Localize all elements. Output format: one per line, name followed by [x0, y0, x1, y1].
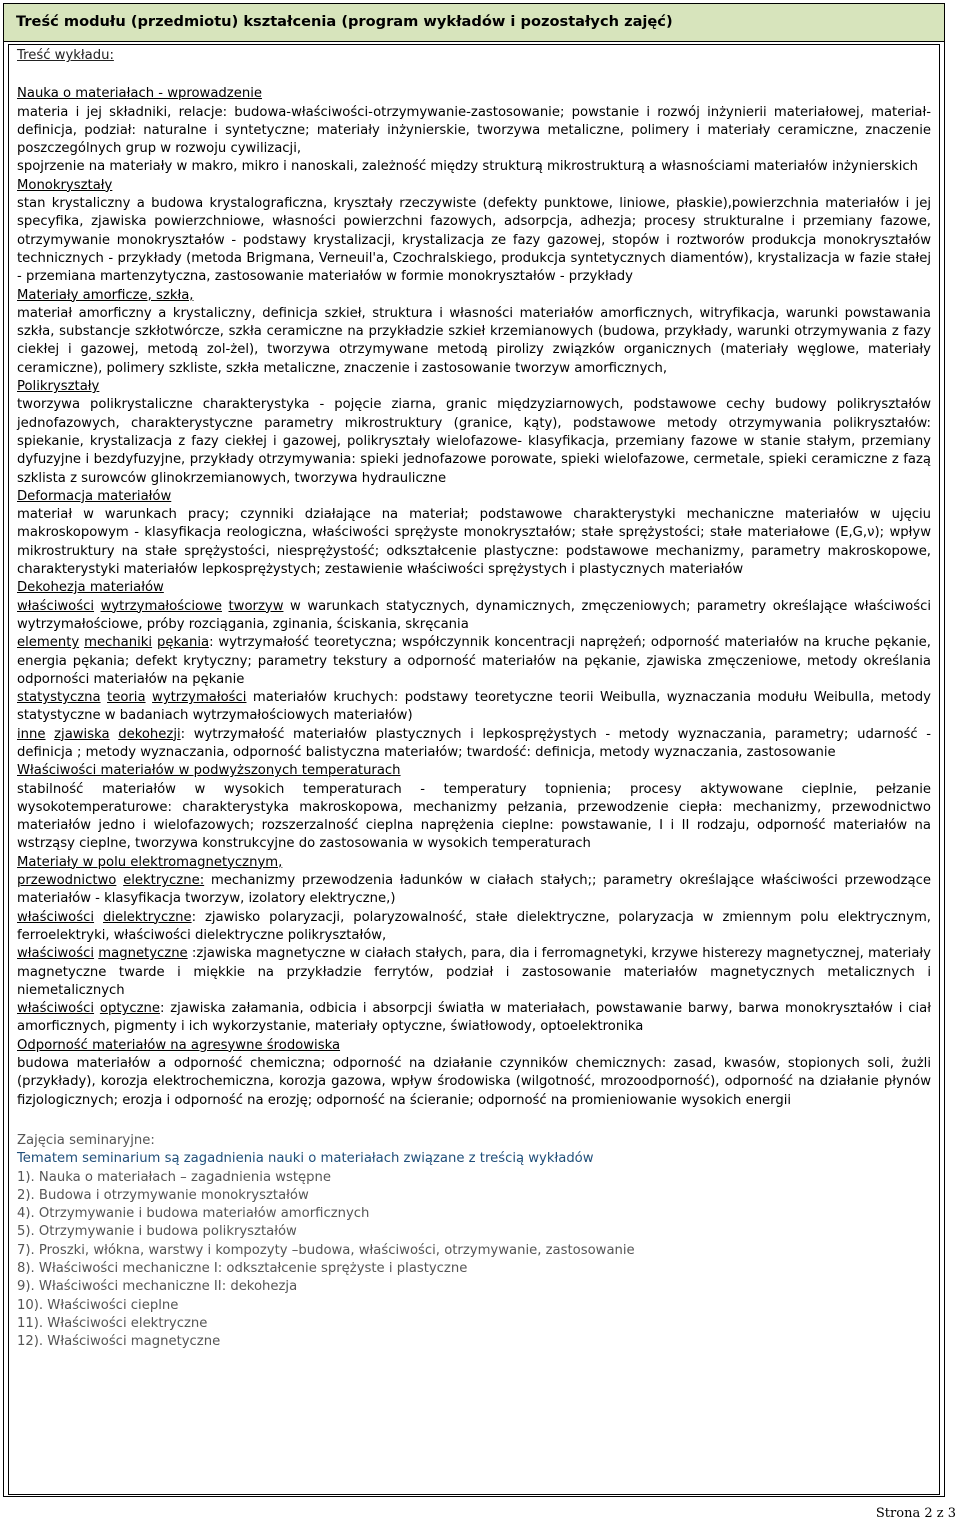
- page-number: Strona 2 z 3: [875, 1506, 956, 1521]
- text: : wytrzymałość materiałów plastycznych i lepkosprężystych - metody wyznaczania, parametry; udarność - definicja ; metody wyznaczania, odporność balistyczna materiałów; twardość: definicja, metody wyznaczania, zastosowanie: [17, 726, 931, 760]
- module-content-table: [3, 3, 945, 1497]
- section-text: [17, 598, 931, 635]
- list-item: 2). Budowa i otrzymywanie monokryształów: [17, 1187, 309, 1203]
- lecture-label: Treść wykładu:: [17, 48, 114, 63]
- text: : zjawiska załamania, odbicia i absorpcji światła w materiałach, powstawanie barwy, barwa monokryształów i ciał amorficznych, pigmenty i ich wykorzystanie, materiały optyczne, światłowody, optoelektronika: [17, 1001, 931, 1035]
- list-item: 8). Właściwości mechaniczne I: odkształcenie sprężyste i plastyczne: [17, 1261, 468, 1276]
- term: teoria: [107, 690, 146, 706]
- section-text: [17, 726, 931, 763]
- section-title: Dekohezja materiałów: [17, 580, 164, 596]
- section-text: budowa materiałów a odporność chemiczna; odporność na działanie czynników chemicznych: zasad, kwasów, stopionych soli, żużli (przykłady), korozja elektrochemiczna, korozja gazowa, wpływ środowiska (wilgotność, mrozoodporność), odporność na działanie płynów fizjologicznych; erozja i odporność na erozję; odporność na ścieranie; odporność na promieniowanie wysokich energii: [17, 1056, 931, 1108]
- section-text: [17, 634, 931, 689]
- term: wytrzymałościowe: [100, 598, 222, 614]
- section-text: materiał amorficzny a krystaliczny, definicja szkieł, struktura i własności materiałów amorficznych, witryfikacja, warunki powstawania szkła, substancje szkłotwórcze, szkła ceramiczne na przykładzie szkieł krzemianowych (budowa, przykłady, warunki otrzymywania z fazy ciekłej i gazowej, metodą zol-żel), tworzywa otrzymywane metodą pirolizy związków organicznych (materiały węglowe, materiały ceramiczne), polimery szkliste, szkła metaliczne, znaczenie i zastosowanie tworzyw amorficznych,: [17, 305, 931, 376]
- seminar-list: [17, 1169, 931, 1352]
- term: optyczne: [99, 1001, 160, 1017]
- term: pękania: [156, 635, 210, 651]
- section-title: Deformacja materiałów: [17, 488, 172, 504]
- list-item: 7). Proszki, włókna, warstwy i kompozyty –budowa, właściwości, otrzymywanie, zastosowanie: [17, 1242, 635, 1258]
- list-item: 12). Właściwości magnetyczne: [17, 1334, 221, 1350]
- section-text: [17, 945, 931, 1000]
- list-item: 4). Otrzymywanie i budowa materiałów amorficznych: [17, 1206, 370, 1222]
- section-text: stan krystaliczny a budowa krystalograficzna, kryształy rzeczywiste (defekty punktowe, liniowe, płaskie),powierzchnia materiałów i jej specyfika, zjawiska powierzchniowe, własności powierzchni fazowych, adsorpcja, adhezja; procesy strukturalne i przemiany fazowe, otrzymywanie monokryształów - podstawy krystalizacji, krystalizacja ze fazy gazowej, stopów i roztworów produkcja monokryształów technicznych - przykłady (metoda Brigmana, Verneuil'a, Czochralskiego, produkcja syntetycznych diamentów), krystalizacja w fazie stałej - przemiana martenzytyczna, zastosowanie materiałów w formie monokryształów - przykłady: [17, 196, 931, 285]
- text: : zjawisko polaryzacji, polaryzowalność, stałe dielektryczne, polaryzacja w zmiennym polu elektrycznym, ferroelektryki, właściwości dielektryczne polikryształów,: [17, 909, 931, 943]
- section-text: tworzywa polikrystaliczne charakterystyka - pojęcie ziarna, granic międzyziarnowych, podstawowe cechy budowy polikryształów jednofazowych, charakterystyczne parametry mikrostruktury (granice, kąty), podstawowe metody otrzymywania polikryształów: spiekanie, krystalizacja z fazy ciekłej i gazowej, polikryształy wielofazowe- klasyfikacja, przemiany fazowe w stanie stałym, przemiany dyfuzyjne i bezdyfuzyjne, przykłady otrzymywania: spieki jednofazowe porowate, spieki wielofazowe, cermetale, spieki ceramiczne z fazą szklista z surowców glinokrzemianowych, tworzywa hydrauliczne: [17, 397, 931, 486]
- section-text: materiał w warunkach pracy; czynniki działające na materiał; podstawowe charakterystyki mechaniczne materiałów w ujęciu makroskopowym - klasyfikacja reologiczna, właściwości sprężyste monokryształów; stałe sprężystości; stałe materiałowe (E,G,ν); wpływ mikrostruktury na stałe sprężystości, niesprężystość; odkształcenie plastyczne: podstawowe mechanizmy, parametry makroskopowe, charakterystyki materiałów lepkosprężystych; zestawienie właściwości sprężystych i plastycznych materiałów: [17, 507, 931, 578]
- text: :zjawiska magnetyczne w ciałach stałych, para, dia i ferromagnetyki, krzywe histerezy magnetycznej, materiały magnetyczne twarde i miękkie na przykładzie ferrytów, podział i zastosowanie materiałów magnetycznych metalicznych i niemetalicznych: [17, 946, 931, 998]
- section-title: Polikryształy: [17, 379, 100, 395]
- term: właściwości: [17, 1001, 95, 1017]
- term: elektryczne:: [123, 873, 205, 889]
- term: dekohezji: [118, 726, 181, 742]
- term: magnetyczne: [98, 946, 188, 962]
- term: statystyczna: [17, 690, 101, 706]
- list-item: 9). Właściwości mechaniczne II: dekohezja: [17, 1279, 298, 1295]
- term: inne: [17, 726, 46, 742]
- term: właściwości: [17, 598, 95, 614]
- section-title: Materiały amorficze, szkła,: [17, 287, 194, 303]
- section-text: stabilność materiałów w wysokich temperaturach - temperatury topnienia; procesy aktywowane cieplnie, pełzanie wysokotemperaturowe: charakterystyka makroskopowa, mechanizmy pełzania, przewodzenie ciepła: mechanizmy, przewodnictwo materiałów jedno i wielofazowych; rozszerzalność cieplna naprężenia cieplne: powstawanie, I i II rodzaju, odporność materiałów na wstrząsy cieplne, tworzywa konstrukcyjne do zastosowania w wysokich temperaturach: [17, 781, 931, 852]
- section-title: Nauka o materiałach - wprowadzenie: [17, 86, 262, 102]
- text: mechanizmy przewodzenia ładunków w ciałach stałych;; parametry określające właściwości przewodzące materiałów - klasyfikacja tworzyw, izolatory elektryczne,): [17, 873, 931, 907]
- section-text: spojrzenie na materiały w makro, mikro i nanoskali, zależność między strukturą mikrostrukturą a własnościami materiałów inżynierskich: [17, 159, 919, 175]
- text: materiałów kruchych: podstawy teoretyczne teorii Weibulla, wyznaczania modułu Weibulla, metody statystyczne w badaniach wytrzymałościowych materiałów): [17, 690, 931, 724]
- term: dielektryczne: [102, 909, 192, 925]
- list-item: 5). Otrzymywanie i budowa polikryształów: [17, 1224, 297, 1240]
- table-header: Treść modułu (przedmiotu) kształcenia (program wykładów i pozostałych zajęć): [4, 4, 944, 42]
- section-title: Właściwości materiałów w podwyższonych temperaturach: [17, 763, 401, 779]
- content-body: [9, 45, 939, 1351]
- text: w warunkach statycznych, dynamicznych, zmęczeniowych; parametry określające właściwości wytrzymałościowe, próby rozciągania, zginania, ściskania, skręcania: [17, 598, 931, 632]
- section-title: Odporność materiałów na agresywne środowiska: [17, 1037, 341, 1053]
- term: właściwości: [17, 946, 95, 962]
- seminar-title: Tematem seminarium są zagadnienia nauki o materiałach związane z treścią wykładów: [17, 1151, 594, 1167]
- term: tworzyw: [228, 598, 284, 614]
- term: właściwości: [17, 909, 95, 925]
- section-title: Materiały w polu elektromagnetycznym,: [17, 854, 283, 870]
- list-item: 11). Właściwości elektryczne: [17, 1315, 208, 1331]
- text: : wytrzymałość teoretyczna; współczynnik koncentracji naprężeń; odporność materiałów na kruche pękanie, energia pękania; defekt krytyczny; parametry tekstury a odporność materiałów na pękanie, zjawiska zmęczeniowe, metody określania odporności materiałów na pękanie: [17, 635, 931, 687]
- section-text: [17, 909, 931, 946]
- section-text: [17, 872, 931, 909]
- section-text: [17, 1000, 931, 1037]
- term: mechaniki: [84, 635, 153, 651]
- term: elementy: [17, 635, 80, 651]
- section-title: Monokryształy: [17, 177, 113, 193]
- list-item: 10). Właściwości cieplne: [17, 1297, 179, 1313]
- list-item: 1). Nauka o materiałach – zagadnienia wstępne: [17, 1169, 331, 1185]
- term: przewodnictwo: [17, 873, 117, 889]
- section-text: materia i jej składniki, relacje: budowa-właściwości-otrzymywanie-zastosowanie; powstanie i rozwój inżynierii materiałowej, materiał-definicja, podział: naturalne i syntetyczne; materiały inżynierskie, tworzywa metaliczne, polimery i materiały ceramiczne, znaczenie poszczególnych grup w rozwoju cywilizacji,: [17, 104, 931, 157]
- seminar-label: Zajęcia seminaryjne:: [17, 1132, 155, 1148]
- term: zjawiska: [54, 726, 110, 742]
- content-cell: [8, 44, 940, 1495]
- term: wytrzymałości: [152, 690, 247, 706]
- section-text: [17, 689, 931, 726]
